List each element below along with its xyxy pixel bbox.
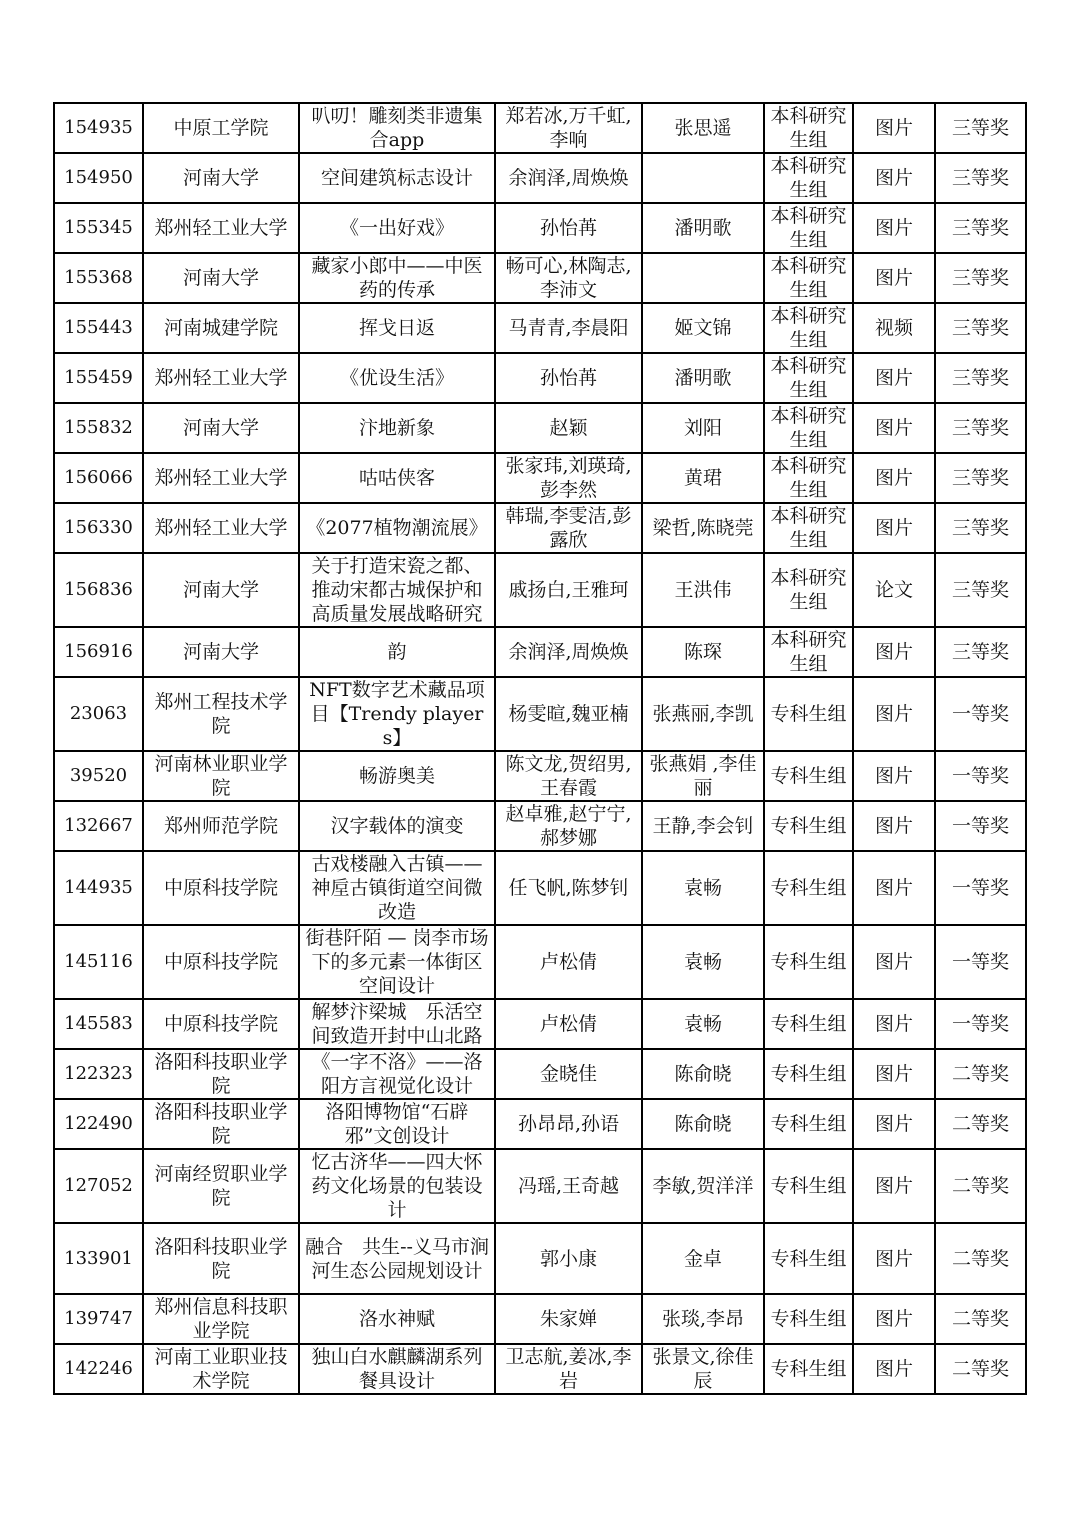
table-row (54, 1223, 1026, 1294)
cell-school: 洛阳科技职业学院 (143, 1223, 299, 1294)
cell-project-title: 咕咕侠客 (299, 453, 495, 503)
cell-group: 专科生组 (764, 1149, 853, 1223)
cell-members: 孙怡苒 (495, 203, 642, 253)
cell-project-title: 《2077植物潮流展》 (299, 503, 495, 553)
cell-advisor: 黄珺 (642, 453, 764, 503)
cell-entry-id: 155368 (54, 253, 143, 303)
table-row (54, 1049, 1026, 1099)
cell-format: 图片 (853, 751, 935, 801)
table-row (54, 677, 1026, 751)
cell-award: 二等奖 (935, 1099, 1026, 1149)
cell-project-title: 畅游奥美 (299, 751, 495, 801)
table-row (54, 303, 1026, 353)
cell-advisor: 刘阳 (642, 403, 764, 453)
cell-members: 赵卓雅,赵宁宁,郝梦娜 (495, 801, 642, 851)
cell-project-title: NFT数字艺术藏品项目【Trendy players】 (299, 677, 495, 751)
cell-school: 中原科技学院 (143, 851, 299, 925)
cell-project-title: 解梦汴梁城 乐活空间致造开封中山北路 (299, 999, 495, 1049)
cell-format: 图片 (853, 203, 935, 253)
cell-award: 二等奖 (935, 1149, 1026, 1223)
cell-award: 一等奖 (935, 751, 1026, 801)
cell-school: 中原工学院 (143, 103, 299, 153)
cell-group: 专科生组 (764, 677, 853, 751)
cell-advisor: 姬文锦 (642, 303, 764, 353)
cell-members: 卢松倩 (495, 925, 642, 999)
cell-project-title: 关于打造宋瓷之都、推动宋都古城保护和高质量发展战略研究 (299, 553, 495, 627)
table-row (54, 1099, 1026, 1149)
cell-award: 三等奖 (935, 503, 1026, 553)
cell-format: 图片 (853, 453, 935, 503)
cell-school: 河南大学 (143, 403, 299, 453)
cell-group: 专科生组 (764, 925, 853, 999)
cell-entry-id: 139747 (54, 1294, 143, 1344)
cell-project-title: 洛水神赋 (299, 1294, 495, 1344)
cell-format: 论文 (853, 553, 935, 627)
cell-members: 冯瑶,王奇越 (495, 1149, 642, 1223)
table-row (54, 851, 1026, 925)
cell-project-title: 空间建筑标志设计 (299, 153, 495, 203)
cell-format: 图片 (853, 253, 935, 303)
cell-members: 余润泽,周焕焕 (495, 153, 642, 203)
cell-school: 河南大学 (143, 253, 299, 303)
cell-members: 陈文龙,贺绍男,王春霞 (495, 751, 642, 801)
cell-project-title: 《一字不洛》——洛阳方言视觉化设计 (299, 1049, 495, 1099)
cell-advisor: 陈琛 (642, 627, 764, 677)
cell-advisor: 陈俞晓 (642, 1049, 764, 1099)
cell-advisor: 王洪伟 (642, 553, 764, 627)
cell-group: 本科研究生组 (764, 103, 853, 153)
cell-award: 一等奖 (935, 801, 1026, 851)
table-row (54, 253, 1026, 303)
cell-school: 郑州轻工业大学 (143, 203, 299, 253)
cell-project-title: 藏家小郎中——中医药的传承 (299, 253, 495, 303)
cell-entry-id: 155443 (54, 303, 143, 353)
cell-advisor: 张景文,徐佳辰 (642, 1344, 764, 1394)
table-row (54, 453, 1026, 503)
cell-project-title: 古戏楼融入古镇——神垕古镇街道空间微改造 (299, 851, 495, 925)
table-row (54, 103, 1026, 153)
cell-entry-id: 133901 (54, 1223, 143, 1294)
cell-group: 专科生组 (764, 1344, 853, 1394)
cell-group: 专科生组 (764, 1099, 853, 1149)
cell-project-title: 融合 共生--义马市涧河生态公园规划设计 (299, 1223, 495, 1294)
cell-format: 图片 (853, 1149, 935, 1223)
cell-award: 三等奖 (935, 553, 1026, 627)
cell-entry-id: 156836 (54, 553, 143, 627)
table-row (54, 403, 1026, 453)
cell-format: 视频 (853, 303, 935, 353)
cell-project-title: 洛阳博物馆“石辟邪”文创设计 (299, 1099, 495, 1149)
table-row (54, 627, 1026, 677)
cell-format: 图片 (853, 1344, 935, 1394)
cell-advisor: 金卓 (642, 1223, 764, 1294)
cell-group: 本科研究生组 (764, 153, 853, 203)
cell-format: 图片 (853, 801, 935, 851)
cell-format: 图片 (853, 153, 935, 203)
cell-school: 中原科技学院 (143, 999, 299, 1049)
cell-group: 专科生组 (764, 1223, 853, 1294)
cell-members: 郭小康 (495, 1223, 642, 1294)
cell-members: 韩瑞,李雯洁,彭露欣 (495, 503, 642, 553)
cell-entry-id: 132667 (54, 801, 143, 851)
cell-school: 河南城建学院 (143, 303, 299, 353)
cell-members: 马青青,李晨阳 (495, 303, 642, 353)
cell-school: 洛阳科技职业学院 (143, 1049, 299, 1099)
cell-format: 图片 (853, 353, 935, 403)
cell-members: 余润泽,周焕焕 (495, 627, 642, 677)
cell-school: 中原科技学院 (143, 925, 299, 999)
table-row (54, 1294, 1026, 1344)
cell-school: 郑州师范学院 (143, 801, 299, 851)
cell-advisor: 梁哲,陈晓莞 (642, 503, 764, 553)
cell-format: 图片 (853, 103, 935, 153)
cell-format: 图片 (853, 1099, 935, 1149)
cell-group: 本科研究生组 (764, 353, 853, 403)
cell-advisor: 张琰,李昂 (642, 1294, 764, 1344)
cell-group: 本科研究生组 (764, 503, 853, 553)
cell-members: 赵颖 (495, 403, 642, 453)
award-table (53, 102, 1027, 1395)
cell-project-title: 独山白水麒麟湖系列餐具设计 (299, 1344, 495, 1394)
cell-project-title: 汉字载体的演变 (299, 801, 495, 851)
table-row (54, 751, 1026, 801)
cell-members: 卢松倩 (495, 999, 642, 1049)
cell-award: 一等奖 (935, 925, 1026, 999)
cell-entry-id: 145583 (54, 999, 143, 1049)
cell-members: 卫志航,姜冰,李岩 (495, 1344, 642, 1394)
cell-group: 专科生组 (764, 801, 853, 851)
cell-award: 三等奖 (935, 303, 1026, 353)
table-row (54, 1344, 1026, 1394)
table-row (54, 801, 1026, 851)
cell-group: 专科生组 (764, 851, 853, 925)
cell-format: 图片 (853, 1223, 935, 1294)
cell-members: 孙昂昂,孙语 (495, 1099, 642, 1149)
cell-award: 一等奖 (935, 851, 1026, 925)
cell-award: 一等奖 (935, 677, 1026, 751)
cell-award: 二等奖 (935, 1294, 1026, 1344)
cell-advisor: 袁畅 (642, 851, 764, 925)
cell-members: 孙怡苒 (495, 353, 642, 403)
cell-advisor: 张燕丽,李凯 (642, 677, 764, 751)
cell-entry-id: 142246 (54, 1344, 143, 1394)
cell-award: 三等奖 (935, 627, 1026, 677)
cell-school: 郑州信息科技职业学院 (143, 1294, 299, 1344)
cell-format: 图片 (853, 925, 935, 999)
cell-award: 三等奖 (935, 253, 1026, 303)
cell-award: 二等奖 (935, 1223, 1026, 1294)
table-row (54, 503, 1026, 553)
cell-entry-id: 23063 (54, 677, 143, 751)
cell-members: 金晓佳 (495, 1049, 642, 1099)
cell-award: 二等奖 (935, 1049, 1026, 1099)
cell-format: 图片 (853, 1049, 935, 1099)
cell-group: 本科研究生组 (764, 403, 853, 453)
cell-advisor: 袁畅 (642, 925, 764, 999)
cell-group: 本科研究生组 (764, 627, 853, 677)
cell-members: 朱家婵 (495, 1294, 642, 1344)
cell-school: 河南林业职业学院 (143, 751, 299, 801)
cell-entry-id: 156066 (54, 453, 143, 503)
table-row (54, 1149, 1026, 1223)
cell-project-title: 韵 (299, 627, 495, 677)
cell-advisor: 张燕娟 ,李佳丽 (642, 751, 764, 801)
cell-school: 河南工业职业技术学院 (143, 1344, 299, 1394)
cell-award: 一等奖 (935, 999, 1026, 1049)
cell-group: 本科研究生组 (764, 253, 853, 303)
cell-award: 三等奖 (935, 403, 1026, 453)
cell-project-title: 《优设生活》 (299, 353, 495, 403)
cell-format: 图片 (853, 1294, 935, 1344)
cell-format: 图片 (853, 403, 935, 453)
cell-advisor: 潘明歌 (642, 203, 764, 253)
cell-entry-id: 155459 (54, 353, 143, 403)
cell-group: 本科研究生组 (764, 303, 853, 353)
cell-advisor: 张思遥 (642, 103, 764, 153)
cell-group: 专科生组 (764, 999, 853, 1049)
cell-project-title: 《一出好戏》 (299, 203, 495, 253)
cell-advisor: 袁畅 (642, 999, 764, 1049)
cell-project-title: 街巷阡陌 — 岗李市场下的多元素一体街区空间设计 (299, 925, 495, 999)
cell-award: 三等奖 (935, 453, 1026, 503)
cell-entry-id: 39520 (54, 751, 143, 801)
table-row (54, 353, 1026, 403)
cell-entry-id: 155345 (54, 203, 143, 253)
cell-members: 畅可心,林陶志,李沛文 (495, 253, 642, 303)
cell-entry-id: 154935 (54, 103, 143, 153)
cell-school: 郑州轻工业大学 (143, 503, 299, 553)
cell-entry-id: 155832 (54, 403, 143, 453)
cell-format: 图片 (853, 627, 935, 677)
cell-entry-id: 145116 (54, 925, 143, 999)
cell-members: 戚扬白,王雅珂 (495, 553, 642, 627)
cell-group: 专科生组 (764, 1049, 853, 1099)
cell-school: 洛阳科技职业学院 (143, 1099, 299, 1149)
table-row (54, 203, 1026, 253)
cell-project-title: 叭叨！雕刻类非遗集合app (299, 103, 495, 153)
cell-entry-id: 122323 (54, 1049, 143, 1099)
cell-school: 郑州工程技术学院 (143, 677, 299, 751)
cell-project-title: 汴地新象 (299, 403, 495, 453)
cell-group: 本科研究生组 (764, 553, 853, 627)
cell-members: 张家玮,刘瑛琦,彭李然 (495, 453, 642, 503)
cell-school: 河南大学 (143, 153, 299, 203)
cell-advisor: 陈俞晓 (642, 1099, 764, 1149)
cell-school: 郑州轻工业大学 (143, 353, 299, 403)
cell-school: 河南大学 (143, 553, 299, 627)
cell-entry-id: 156916 (54, 627, 143, 677)
cell-format: 图片 (853, 851, 935, 925)
cell-entry-id: 144935 (54, 851, 143, 925)
cell-format: 图片 (853, 677, 935, 751)
cell-advisor (642, 153, 764, 203)
cell-group: 专科生组 (764, 1294, 853, 1344)
cell-format: 图片 (853, 503, 935, 553)
table-row (54, 553, 1026, 627)
cell-award: 三等奖 (935, 353, 1026, 403)
cell-group: 本科研究生组 (764, 203, 853, 253)
cell-members: 任飞帆,陈梦钊 (495, 851, 642, 925)
table-row (54, 925, 1026, 999)
cell-group: 本科研究生组 (764, 453, 853, 503)
cell-entry-id: 154950 (54, 153, 143, 203)
cell-advisor: 李敏,贺洋洋 (642, 1149, 764, 1223)
cell-award: 三等奖 (935, 203, 1026, 253)
cell-advisor: 王静,李会钊 (642, 801, 764, 851)
cell-members: 杨雯暄,魏亚楠 (495, 677, 642, 751)
cell-project-title: 忆古济华——四大怀药文化场景的包装设计 (299, 1149, 495, 1223)
cell-award: 三等奖 (935, 153, 1026, 203)
cell-entry-id: 127052 (54, 1149, 143, 1223)
cell-entry-id: 156330 (54, 503, 143, 553)
cell-award: 三等奖 (935, 103, 1026, 153)
cell-school: 河南经贸职业学院 (143, 1149, 299, 1223)
table-row (54, 999, 1026, 1049)
cell-members: 郑若冰,万千虹,李响 (495, 103, 642, 153)
cell-entry-id: 122490 (54, 1099, 143, 1149)
cell-group: 专科生组 (764, 751, 853, 801)
cell-school: 郑州轻工业大学 (143, 453, 299, 503)
cell-award: 二等奖 (935, 1344, 1026, 1394)
cell-school: 河南大学 (143, 627, 299, 677)
cell-format: 图片 (853, 999, 935, 1049)
cell-advisor: 潘明歌 (642, 353, 764, 403)
table-row (54, 153, 1026, 203)
cell-project-title: 挥戈日返 (299, 303, 495, 353)
cell-advisor (642, 253, 764, 303)
